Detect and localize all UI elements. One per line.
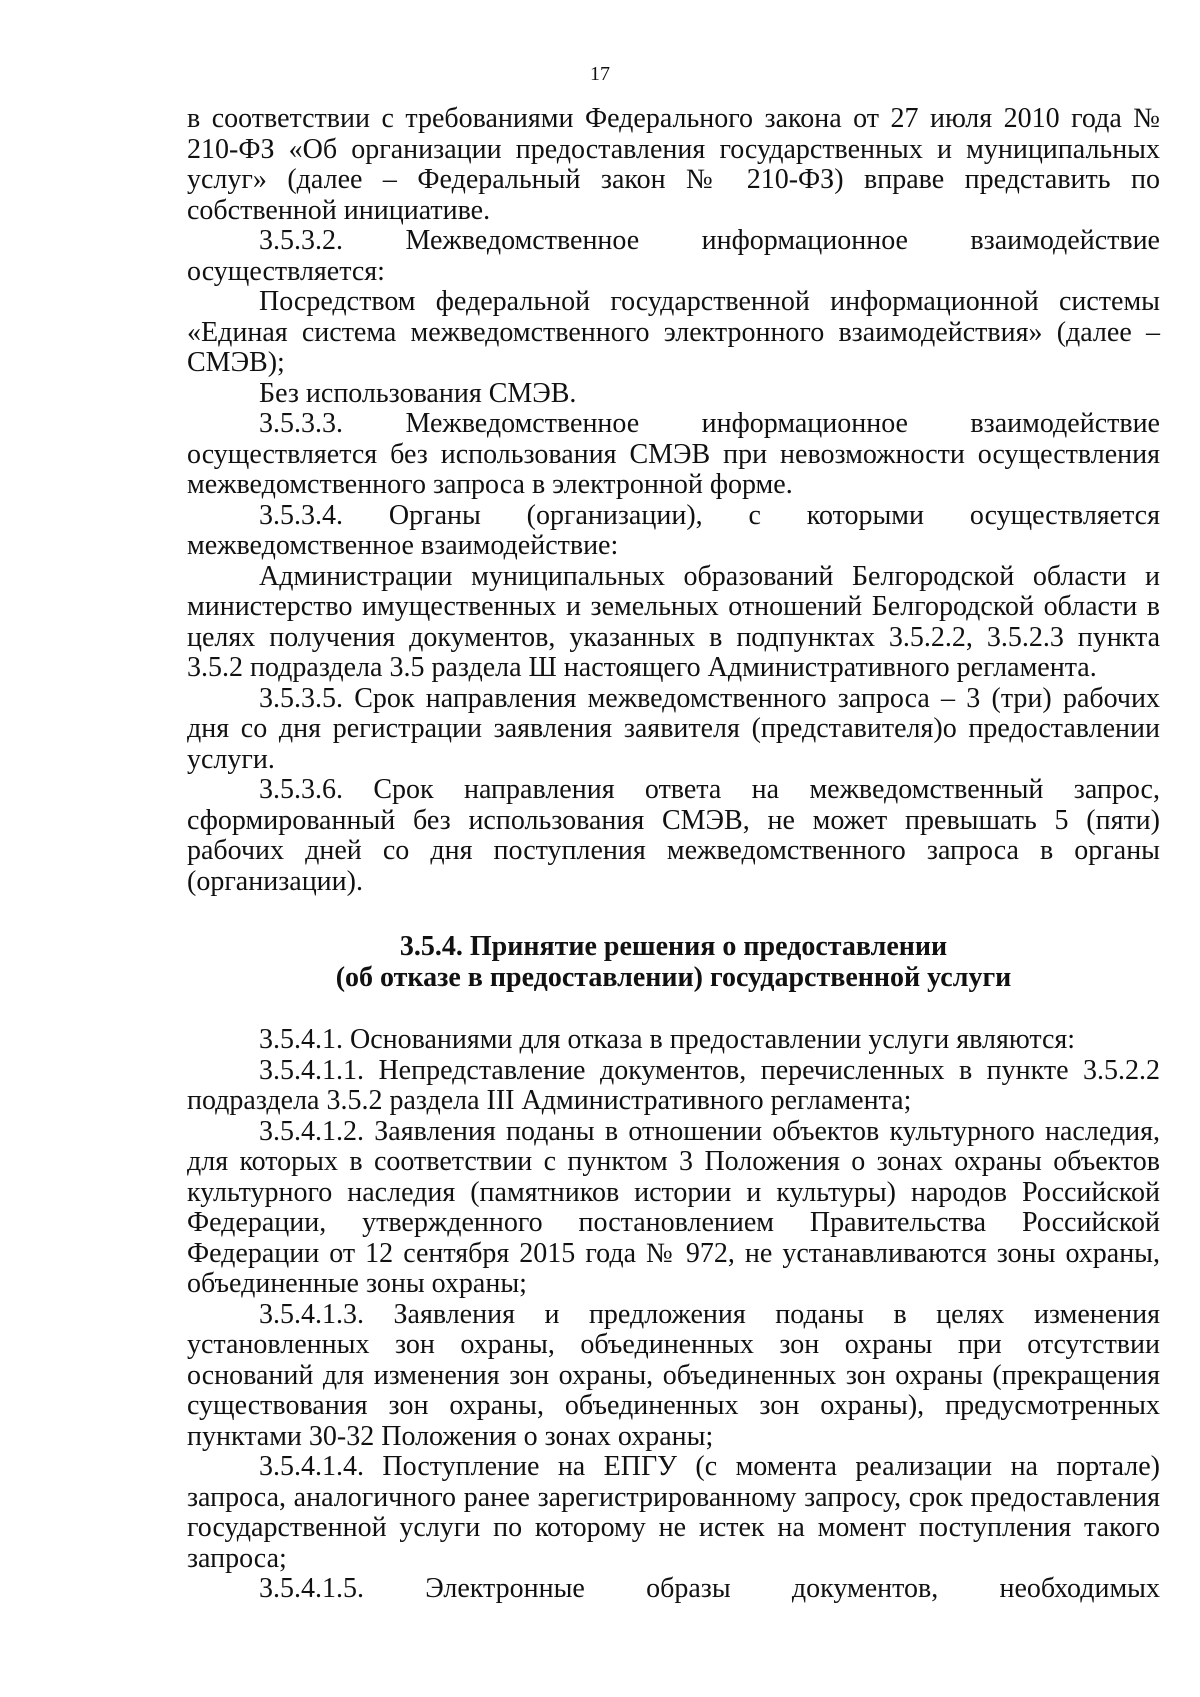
- paragraph: 3.5.3.3. Межведомственное информационное взаимодействие осуществляется без использования СМЭВ при невозможности осуществления межведомственного запроса в электронной форме.: [187, 408, 1160, 500]
- paragraph: 3.5.3.2. Межведомственное информационное взаимодействие осуществляется:: [187, 225, 1160, 287]
- paragraph: Посредством федеральной государственной информационной системы «Единая система межведомственного электронного взаимодействия» (далее – СМЭВ);: [187, 286, 1160, 378]
- paragraph: 3.5.3.5. Срок направления межведомственного запроса – 3 (три) рабочих дня со дня регистрации заявления заявителя (представителя)о предоставлении услуги.: [187, 682, 1160, 775]
- paragraphs-after: [187, 1025, 1160, 1605]
- paragraph: 3.5.4.1.4. Поступление на ЕПГУ (с момента реализации на портале) запроса, аналогичного ранее зарегистрированному запросу, срок предоставления государственной услуги по которому не истек на момент поступления такого запроса;: [187, 1451, 1160, 1574]
- section-heading-line: 3.5.4. Принятие решения о предоставлении: [399, 931, 948, 962]
- paragraph: 3.5.3.4. Органы (организации), с которыми осуществляется межведомственное взаимодействие:: [187, 499, 1160, 561]
- paragraph: 3.5.4.1.1. Непредставление документов, перечисленных в пункте 3.5.2.2 подраздела 3.5.2 раздела III Административного регламента;: [187, 1054, 1160, 1116]
- section-heading-line: (об отказе в предоставлении) государственной услуги: [335, 962, 1012, 993]
- paragraph: 3.5.4.1.2. Заявления поданы в отношении объектов культурного наследия, для которых в соответствии с пунктом 3 Положения о зонах охраны объектов культурного наследия (памятников истории и культуры) народов Российской Федерации, утвержденного постановлением Правительства Российской Федерации от 12 сентября 2015 года № 972, не устанавливаются зоны охраны, объединенные зоны охраны;: [187, 1115, 1160, 1299]
- paragraph: Администрации муниципальных образований Белгородской области и министерство имущественных и земельных отношений Белгородской области в целях получения документов, указанных в подпунктах 3.5.2.2, 3.5.2.3 пункта 3.5.2 подраздела 3.5 раздела Ш настоящего Административного регламента.: [187, 560, 1160, 683]
- paragraph-continued: 3.5.4.1.5. Электронные образы документов, необходимых: [259, 1573, 1160, 1604]
- paragraphs-before: [187, 104, 1160, 897]
- page-number: 17: [590, 63, 610, 85]
- paragraph: 3.5.4.1.3. Заявления и предложения поданы в целях изменения установленных зон охраны, объединенных зон охраны при отсутствии оснований для изменения зон охраны, объединенных зон охраны (прекращения существования зон охраны, объединенных зон охраны), предусмотренных пунктами 30-32 Положения о зонах охраны;: [187, 1298, 1160, 1452]
- paragraph: в соответствии с требованиями Федерального закона от 27 июля 2010 года № 210-ФЗ «Об организации предоставления государственных и муниципальных услуг» (далее – Федеральный закон № 210-ФЗ) вправе представить по собственной инициативе.: [187, 103, 1160, 226]
- document-body: [187, 104, 1160, 1605]
- paragraph: 3.5.4.1. Основаниями для отказа в предоставлении услуги являются:: [259, 1024, 1076, 1055]
- paragraph: Без использования СМЭВ.: [259, 377, 577, 409]
- section-heading: [187, 931, 1160, 993]
- paragraph: 3.5.3.6. Срок направления ответа на межведомственный запрос, сформированный без использования СМЭВ, не может превышать 5 (пяти) рабочих дней со дня поступления межведомственного запроса в органы (организации).: [187, 774, 1160, 897]
